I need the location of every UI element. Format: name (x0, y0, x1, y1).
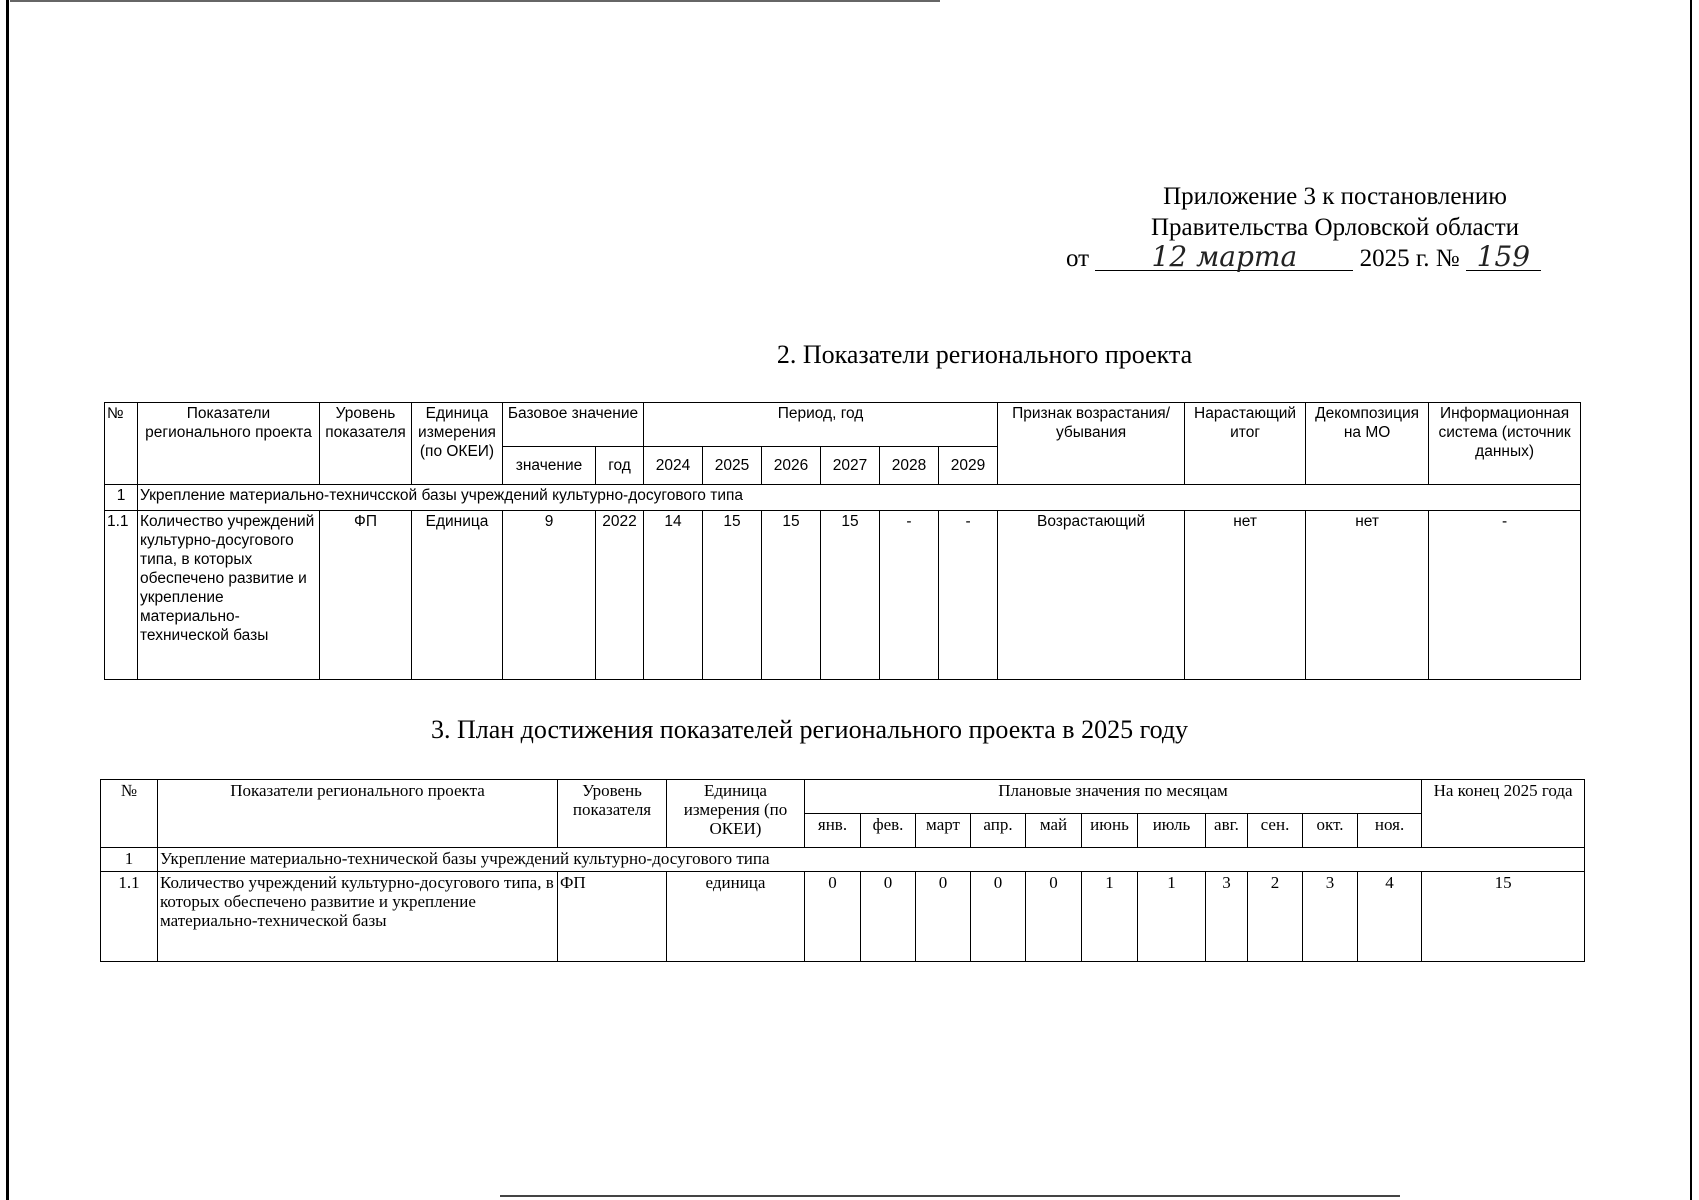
table2-row-year-value: 15 (762, 511, 821, 680)
table2-header-year: 2024 (644, 447, 703, 485)
table2-header-decomposition: Декомпозиция на МО (1306, 403, 1429, 485)
table2-header-cumulative: Нарастающий итог (1185, 403, 1306, 485)
table2-group-title: Укрепление материально-техничсской базы учреждений культурно-досугового типа (138, 485, 1581, 511)
table3-row-level: ФП (558, 872, 667, 962)
handwritten-number: 159 (1466, 244, 1541, 271)
table3-row-month-value: 0 (805, 872, 861, 962)
table3-data-row (101, 872, 1585, 962)
table3-header-row-1 (101, 780, 1585, 814)
scan-edge-right (1690, 0, 1692, 1200)
scan-edge-left (6, 0, 9, 1200)
table3-row-unit: единица (667, 872, 805, 962)
table2-row-no: 1.1 (105, 511, 138, 680)
table3-row-no: 1.1 (101, 872, 158, 962)
table2-row-level: ФП (320, 511, 412, 680)
table3-header-unit: Единица измерения (по ОКЕИ) (667, 780, 805, 848)
regional-project-indicators-table (104, 402, 1581, 680)
table2-header-year: 2027 (821, 447, 880, 485)
table3-row-month-value: 4 (1358, 872, 1422, 962)
table3-header-month: июль (1138, 814, 1206, 848)
table3-row-month-value: 3 (1206, 872, 1248, 962)
table2-row-year-value: 15 (821, 511, 880, 680)
appendix-line-1: Приложение 3 к постановлению (1163, 183, 1507, 210)
table3-row-month-value: 0 (1026, 872, 1082, 962)
section-2-title: 2. Показатели регионального проекта (776, 340, 1193, 369)
table2-header-period: Период, год (644, 403, 998, 447)
table3-header-month: июнь (1082, 814, 1138, 848)
table2-header-unit: Единица измерения (по ОКЕИ) (412, 403, 503, 485)
table3-header-month: апр. (971, 814, 1026, 848)
table2-row-year-value: 15 (703, 511, 762, 680)
table2-header-base-year: год (596, 447, 644, 485)
table2-header-info-system: Информационная система (источник данных) (1429, 403, 1581, 485)
table2-header-level: Уровень показателя (320, 403, 412, 485)
table2-row-info-system: - (1429, 511, 1581, 680)
table2-row-decomposition: нет (1306, 511, 1429, 680)
table3-header-month: фев. (861, 814, 916, 848)
table3-header-month: ноя. (1358, 814, 1422, 848)
table3-header-month: окт. (1303, 814, 1358, 848)
table3-row-month-value: 3 (1303, 872, 1358, 962)
table3-row-month-value: 0 (971, 872, 1026, 962)
table3-header-level: Уровень показателя (558, 780, 667, 848)
table3-row-month-value: 1 (1082, 872, 1138, 962)
table2-header-year: 2026 (762, 447, 821, 485)
table2-group-row (105, 485, 1581, 511)
table3-header-month: авг. (1206, 814, 1248, 848)
section-3-title: 3. План достижения показателей регионального проекта в 2025 году (430, 715, 1189, 744)
table3-row-month-value: 1 (1138, 872, 1206, 962)
table2-row-cumulative: нет (1185, 511, 1306, 680)
table2-header-year: 2025 (703, 447, 762, 485)
table3-header-indicator: Показатели регионального проекта (158, 780, 558, 848)
appendix-line-3 (1040, 240, 1630, 274)
table3-row-month-value: 0 (861, 872, 916, 962)
appendix-ot: от (1066, 245, 1090, 272)
table3-group-row (101, 848, 1585, 872)
table2-row-sign: Возрастающий (998, 511, 1185, 680)
table2-header-base-value: значение (503, 447, 596, 485)
handwritten-date: 12 марта (1095, 244, 1353, 271)
scan-edge-bottom (500, 1195, 1400, 1197)
table3-header-end-of-year: На конец 2025 года (1422, 780, 1585, 848)
table3-group-no: 1 (101, 848, 158, 872)
table2-header-row-1 (105, 403, 1581, 447)
table2-header-sign: Признак возрастания/убывания (998, 403, 1185, 485)
monthly-plan-table (100, 779, 1585, 962)
table2-row-year-value: - (939, 511, 998, 680)
table2-header-indicator: Показатели регионального проекта (138, 403, 320, 485)
table2-data-row (105, 511, 1581, 680)
table3-header-month: сен. (1248, 814, 1303, 848)
appendix-year-number-label: 2025 г. № (1359, 245, 1460, 272)
table2-header-year: 2029 (939, 447, 998, 485)
table2-header-no: № (105, 403, 138, 485)
table2-header-year: 2028 (880, 447, 939, 485)
table2-row-base-value: 9 (503, 511, 596, 680)
table2-header-base: Базовое значение (503, 403, 644, 447)
table2-row-indicator: Количество учреждений культурно-досугового типа, в которых обеспечено развитие и укрепление материально-технической базы (138, 511, 320, 680)
table3-row-indicator: Количество учреждений культурно-досугового типа, в которых обеспечено развитие и укрепление материально-технической базы (158, 872, 558, 962)
table3-row-end-of-year: 15 (1422, 872, 1585, 962)
table3-row-month-value: 2 (1248, 872, 1303, 962)
appendix-line-2: Правительства Орловской области (1150, 214, 1520, 241)
table3-row-month-value: 0 (916, 872, 971, 962)
table2-group-no: 1 (105, 485, 138, 511)
table2-row-year-value: 14 (644, 511, 703, 680)
scan-edge-top (10, 0, 940, 2)
table3-header-monthly: Плановые значения по месяцам (805, 780, 1422, 814)
table2-row-year-value: - (880, 511, 939, 680)
table2-row-unit: Единица (412, 511, 503, 680)
table3-header-no: № (101, 780, 158, 848)
appendix-header (1040, 181, 1630, 274)
table2-row-base-year: 2022 (596, 511, 644, 680)
table3-group-title: Укрепление материально-технической базы учреждений культурно-досугового типа (158, 848, 1585, 872)
table3-header-month: май (1026, 814, 1082, 848)
table3-header-month: янв. (805, 814, 861, 848)
table3-header-month: март (916, 814, 971, 848)
